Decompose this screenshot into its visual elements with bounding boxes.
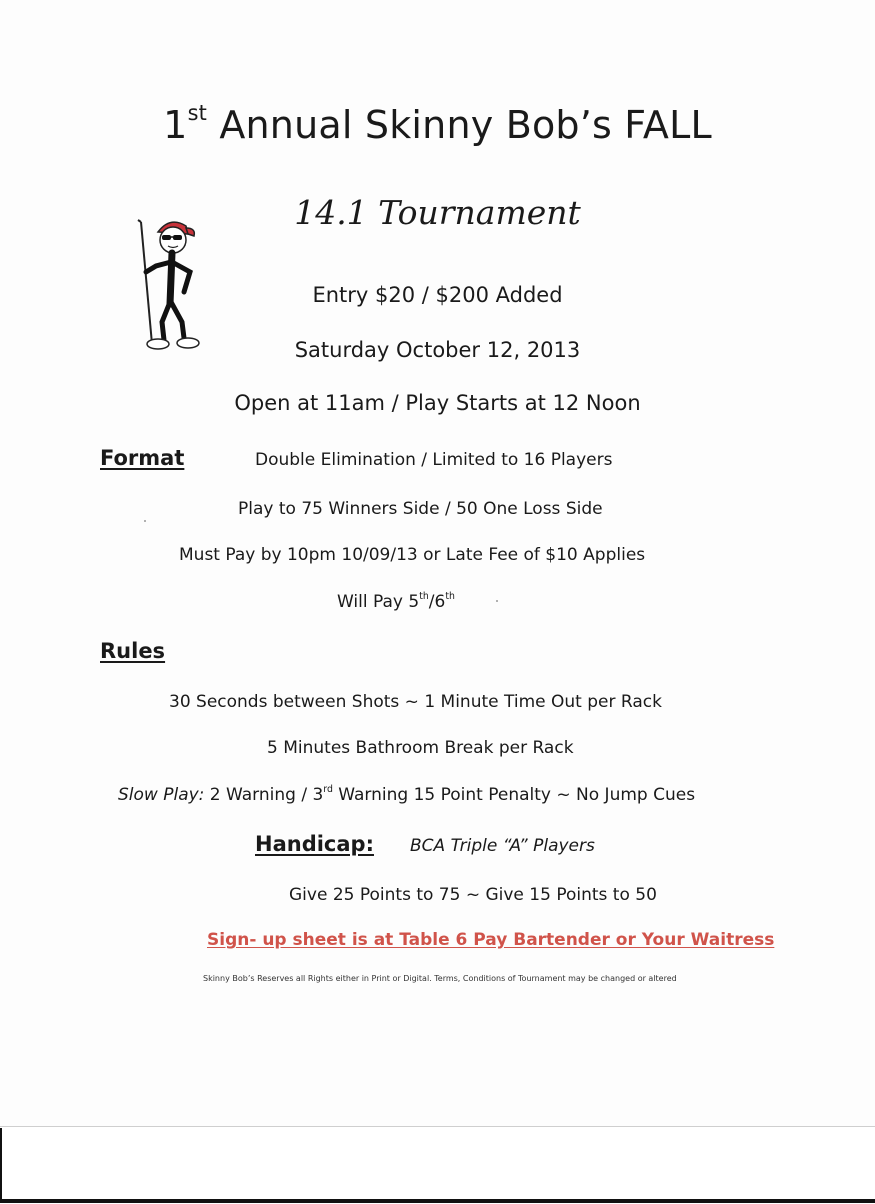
rules-line-break: 5 Minutes Bathroom Break per Rack [267, 738, 574, 758]
entry-fee: Entry $20 / $200 Added [312, 283, 563, 307]
rules-line-slow-play: Slow Play: 2 Warning / 3rd Warning 15 Point Penalty ~ No Jump Cues [118, 784, 696, 805]
rules-line-shot-clock: 30 Seconds between Shots ~ 1 Minute Time Out per Rack [169, 692, 662, 712]
title-number: 1 [163, 103, 188, 147]
handicap-heading: Handicap: [255, 832, 374, 856]
format-line-payout: Will Pay 5th/6th [337, 591, 455, 612]
flyer-subtitle: 14.1 Tournament [294, 193, 581, 232]
title-ordinal: st [187, 101, 208, 126]
rules-heading: Rules [100, 639, 166, 663]
format-line-elimination: Double Elimination / Limited to 16 Players [255, 450, 613, 470]
footer-disclaimer: Skinny Bob’s Reserves all Rights either in Print or Digital. Terms, Conditions of Tournament may be changed or altered [203, 974, 677, 983]
format-line-race: Play to 75 Winners Side / 50 One Loss Side [238, 499, 603, 519]
handicap-line: Give 25 Points to 75 ~ Give 15 Points to 50 [289, 885, 657, 905]
scan-speck [144, 520, 146, 522]
scan-edge-left [0, 1128, 2, 1201]
signup-notice: Sign- up sheet is at Table 6 Pay Bartender or Your Waitress [207, 930, 775, 950]
flyer-title [0, 103, 875, 147]
format-line-late-fee: Must Pay by 10pm 10/09/13 or Late Fee of $10 Applies [179, 545, 646, 565]
title-text: Annual Skinny Bob’s FALL [207, 103, 712, 147]
tournament-time: Open at 11am / Play Starts at 12 Noon [234, 391, 641, 415]
scan-edge-bottom [0, 1199, 875, 1203]
scan-speck [496, 600, 498, 602]
tournament-date: Saturday October 12, 2013 [294, 338, 581, 362]
format-heading: Format [100, 446, 185, 470]
scan-bottom-margin [0, 1126, 875, 1204]
handicap-players: BCA Triple “A” Players [410, 836, 595, 856]
